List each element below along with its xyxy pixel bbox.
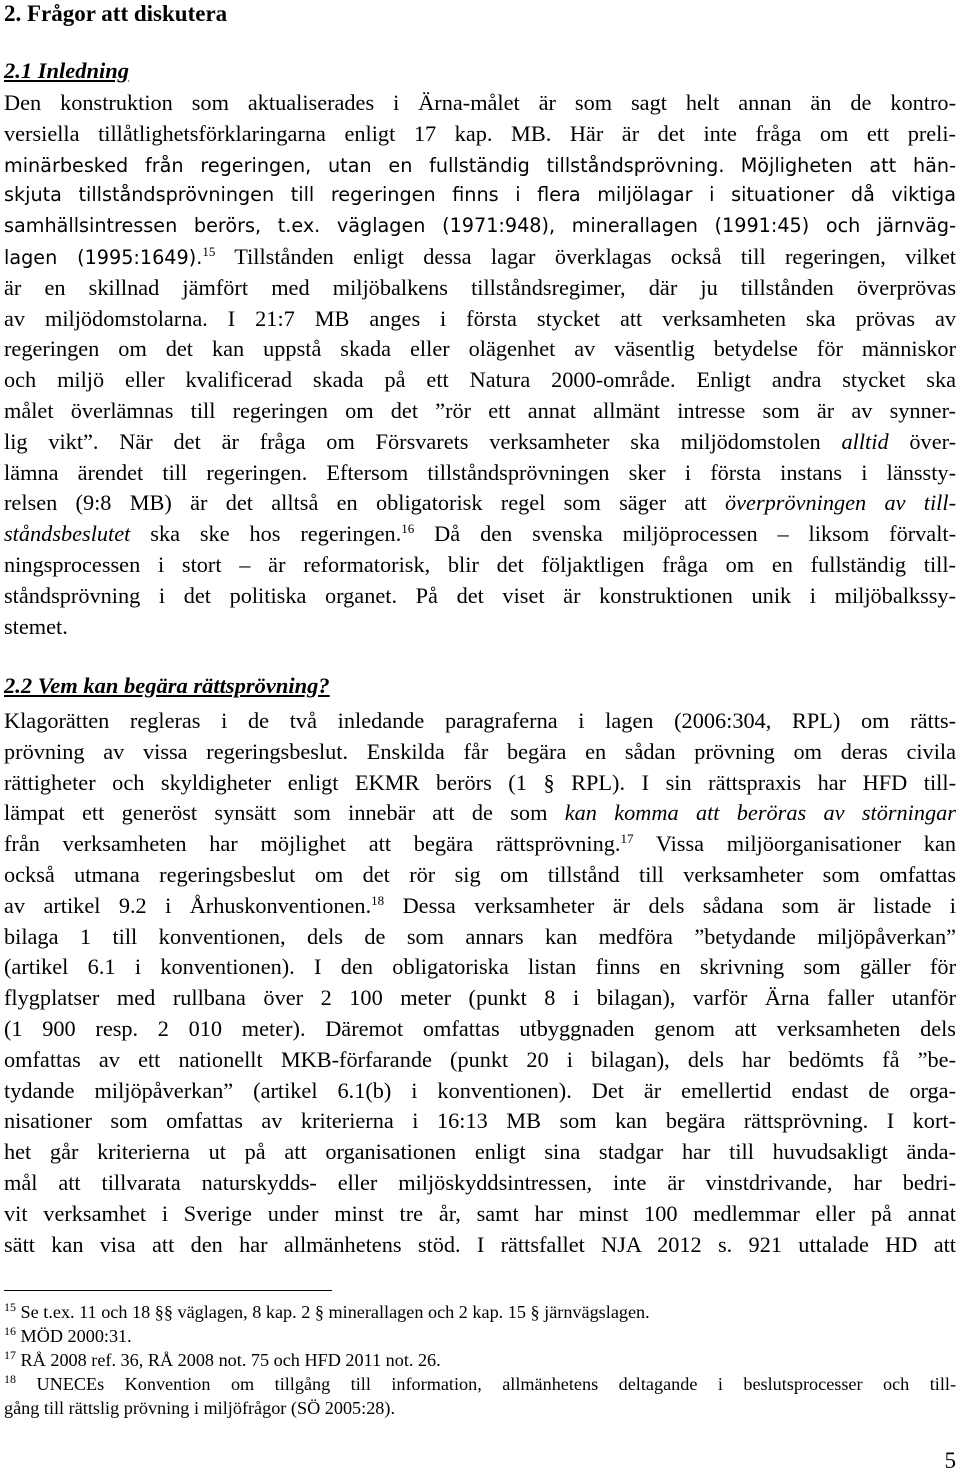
text-line: (1 900 resp. 2 010 meter). Däremot omfattas utbyggnaden genom att verksamheten dels	[4, 1015, 956, 1041]
footnote-item	[4, 1372, 956, 1396]
text-line: målet överlämnas till regeringen om det ”rör ett annat allmänt intresse som är av synner-	[4, 397, 956, 423]
text-line	[4, 829, 956, 860]
footnote-text: gång till rättslig prövning i miljöfrågor (SÖ 2005:28).	[4, 1398, 395, 1418]
text-line: omfattas av ett nationellt MKB-förfarande (punkt 20 i bilagan), dels har bedömts få ”be-	[4, 1046, 956, 1072]
section-heading: 2. Frågor att diskutera	[4, 1, 228, 26]
text-span: lagen (1995:1649).	[4, 245, 203, 269]
text-line: vit verksamhet i Sverige under minst tre år, samt har minst 100 medlemmar eller på annat	[4, 1200, 956, 1226]
text-line: Den konstruktion som aktualiserades i Ärna-målet är som sagt helt annan än de kontro-	[4, 90, 956, 115]
footnote-text: Se t.ex. 11 och 18 §§ väglagen, 8 kap. 2 § minerallagen och 2 kap. 15 § järnvägslagen.	[20, 1302, 650, 1322]
text-span: av miljödomstolarna.	[4, 305, 208, 331]
text-line: ståndsprövning i det politiska organet. På det viset är konstruktionen unik i miljöbalkssy-	[4, 582, 956, 608]
text-line: samhällsintressen berörs, t.ex. väglagen (1971:948), minerallagen (1991:45) och järnväg-	[4, 214, 956, 238]
text-line: (artikel 6.1 i konventionen). I den obligatoriska listan finns en skrivning som gäller för	[4, 954, 956, 980]
footnote-item	[4, 1324, 956, 1348]
text-line: är en skillnad jämfört med miljöbalkens tillståndsregimer, där ju tillstånden överprövas	[4, 274, 956, 300]
text-span: relsen (9:8 MB) är det alltså en obligatorisk regel som säger att	[4, 490, 707, 516]
paragraph-rattsprovning	[4, 706, 956, 1260]
text-line: stemet.	[4, 613, 68, 639]
footnote-number: 17	[4, 1348, 16, 1362]
text-span: minärbesked från regeringen, utan en fullständig tillståndsprövning.	[4, 153, 725, 177]
text-span: ska ske hos regeringen.	[150, 521, 402, 547]
text-line: och miljö eller kvalificerad skada på ett Natura 2000-område. Enligt andra stycket ska	[4, 367, 956, 393]
footnote-ref[interactable]: 15	[202, 243, 216, 259]
text-line	[4, 242, 956, 273]
footnote-number: 16	[4, 1324, 16, 1338]
text-line: sätt kan visa att den har allmänhetens stöd. I rättsfallet NJA 2012 s. 921 uttalade HD att	[4, 1231, 956, 1257]
text-line: också utmana regeringsbeslut om det rör sig om tillstånd till verksamheter som omfattas	[4, 861, 956, 887]
footnote-number: 18	[4, 1372, 16, 1386]
text-span: över-	[909, 428, 957, 454]
footnote-item	[4, 1348, 956, 1372]
text-line: prövning av vissa regeringsbeslut. Enskilda får begära en sådan prövning om deras civila	[4, 738, 956, 764]
text-line: het går kriterierna ut på att organisationen enligt sina stadgar har till huvudsakligt ända-	[4, 1139, 956, 1165]
text-span: Möjligheten att hän-	[740, 153, 956, 177]
footnote-ref[interactable]: 17	[620, 831, 634, 847]
text-span: lämpat ett generöst synsätt som innebär att de som	[4, 800, 548, 826]
text-line	[4, 427, 956, 458]
page-number: 5	[944, 1448, 956, 1473]
footnote-item	[4, 1300, 956, 1324]
text-line: rättigheter och skyldigheter enligt EKMR berörs (1 § RPL). I sin rättspraxis har HFD till-	[4, 769, 956, 795]
text-line	[4, 488, 956, 519]
text-span: av artikel 9.2 i Århuskonventionen.	[4, 892, 372, 918]
text-line: tydande miljöpåverkan” (artikel 6.1(b) i konventionen). Det är emellertid endast de orga-	[4, 1077, 956, 1103]
text-span: Då den svenska miljöprocessen – liksom förvalt-	[434, 521, 957, 547]
text-span: Dessa verksamheter är dels sådana som är listade i	[402, 892, 956, 918]
footnote-separator	[4, 1290, 332, 1291]
text-line	[4, 519, 956, 550]
emphasis-text: alltid	[841, 428, 889, 454]
text-line: versiella tillåtlighetsförklaringarna enligt 17 kap. MB. Här är det inte fråga om ett preli-	[4, 120, 956, 146]
text-line: skjuta tillståndsprövningen till regeringen finns i flera miljölagar i situationer då viktiga	[4, 183, 956, 207]
footnote-number: 15	[4, 1300, 16, 1314]
footnote-text: RÅ 2008 ref. 36, RÅ 2008 not. 75 och HFD 2011 not. 26.	[20, 1350, 441, 1370]
subsection-title-rattsprovning: 2.2 Vem kan begära rättsprövning?	[4, 673, 330, 698]
text-line: nisationer som omfattas av kriterierna i 16:13 MB som kan begära rättsprövning. I kort-	[4, 1108, 956, 1134]
text-span: I 21:7 MB anges i första stycket att verksamheten ska prövas av	[227, 305, 957, 331]
text-line: bilaga 1 till konventionen, dels de som annars kan medföra ”betydande miljöpåverkan”	[4, 923, 956, 949]
footnote-ref[interactable]: 18	[371, 892, 385, 908]
text-span: Tillstånden enligt dessa lagar överklagas också till regeringen, vilket	[234, 243, 957, 269]
text-span: lig vikt”. När det är fråga om Försvarets verksamheter ska miljödomstolen	[4, 428, 821, 454]
footnotes	[4, 1300, 956, 1420]
text-line: regeringen om det kan uppstå skada eller olägenhet av väsentlig betydelse för människor	[4, 336, 956, 362]
footnote-ref[interactable]: 16	[401, 521, 415, 537]
footnote-text: MÖD 2000:31.	[20, 1326, 132, 1346]
text-line	[4, 304, 956, 335]
text-line: ningsprocessen i stort – är reformatorisk, blir det följaktligen fråga om en fullständig till-	[4, 551, 956, 577]
footnote-text: UNECEs Konvention om tillgång till information, allmänhetens deltagande i beslutsprocesser och till-	[36, 1374, 957, 1394]
text-line: flygplatser med rullbana över 2 100 meter (punkt 8 i bilagan), varför Ärna faller utanför	[4, 985, 956, 1011]
text-line	[4, 150, 956, 181]
footnote-item	[4, 1396, 956, 1420]
text-line: mål att tillvarata naturskydds- eller miljöskyddsintressen, inte är vinstdrivande, har bedri-	[4, 1169, 956, 1195]
emphasis-text: ståndsbeslutet	[4, 521, 131, 547]
paragraph-inledning	[4, 88, 956, 642]
text-line: lämna ärendet till regeringen. Eftersom tillståndsprövningen sker i första instans i länssty-	[4, 459, 956, 485]
text-line	[4, 798, 956, 829]
text-line	[4, 891, 956, 922]
subsection-title-inledning: 2.1 Inledning	[4, 58, 130, 83]
text-line: Klagorätten regleras i de två inledande paragraferna i lagen (2006:304, RPL) om rätts-	[4, 708, 956, 733]
text-span: Vissa miljöorganisationer kan	[655, 831, 956, 857]
emphasis-text: kan komma att beröras av störningar	[564, 800, 956, 826]
emphasis-text: överprövningen av till-	[725, 490, 956, 516]
text-span: från verksamheten har möjlighet att begära rättsprövning.	[4, 831, 621, 857]
